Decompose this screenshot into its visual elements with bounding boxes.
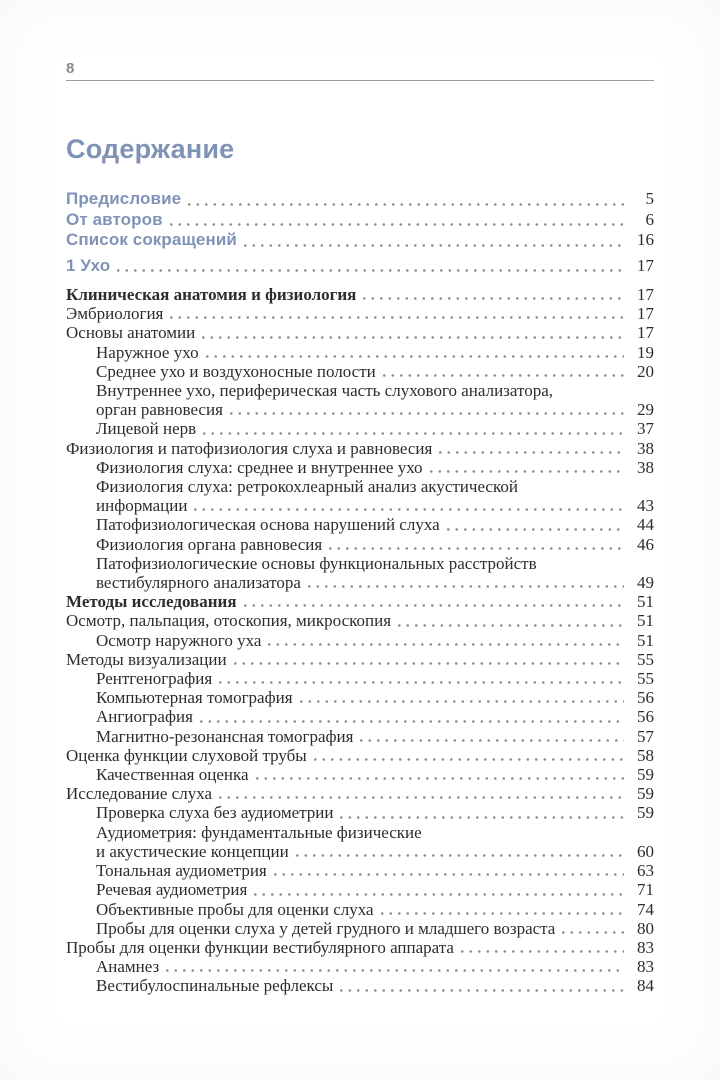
- toc-chapter-heading: [66, 256, 654, 277]
- toc-entry: [66, 323, 654, 342]
- toc-entry-label: Пробы для оценки функции вестибулярного аппарата: [66, 937, 454, 957]
- toc-entry: [66, 784, 654, 803]
- toc-entries: [66, 285, 654, 996]
- toc-entry-label: Исследование слуха: [66, 784, 213, 804]
- toc-entry: [66, 746, 654, 765]
- toc-entry-label: Физиология органа равновесия: [96, 534, 323, 554]
- toc-entry-label: От авторов: [66, 209, 163, 229]
- toc-entry-page: 17: [637, 323, 654, 343]
- dot-leader: [219, 796, 624, 799]
- dot-leader: [200, 720, 624, 723]
- toc-entry-page: 51: [637, 592, 654, 612]
- toc-entry: [66, 304, 654, 323]
- page-title: Содержание: [66, 134, 235, 164]
- toc-entry-label: Клиническая анатомия и физиология: [66, 285, 357, 304]
- toc-entry: [66, 765, 654, 784]
- toc-entry-label: Физиология слуха: среднее и внутреннее ухо: [96, 457, 423, 477]
- toc-entry: [66, 343, 654, 362]
- toc-entry-page: 55: [637, 669, 654, 689]
- dot-leader: [461, 950, 624, 953]
- toc-entry-continued: Физиология слуха: ретрокохлеарный анализ акустической: [96, 477, 518, 497]
- dot-leader: [202, 336, 624, 339]
- dot-leader: [194, 508, 624, 511]
- toc-entry: [66, 957, 654, 976]
- toc-entry-page: 20: [637, 361, 654, 381]
- dot-leader: [363, 297, 624, 300]
- toc-entry-label: и акустические концепции: [96, 841, 289, 861]
- toc-entry-label: Проверка слуха без аудиометрии: [96, 803, 334, 823]
- toc-entry: [66, 669, 654, 688]
- toc-entry-label: Компьютерная томография: [96, 688, 293, 708]
- toc-entry-label: Методы визуализации: [66, 649, 227, 669]
- toc-entry-page: 6: [645, 209, 654, 229]
- dot-leader: [398, 624, 624, 627]
- toc-entry: [66, 688, 654, 707]
- toc-entry-label: Методы исследования: [66, 592, 237, 612]
- dot-leader: [166, 969, 624, 972]
- toc-entry-label: Качественная оценка: [96, 765, 249, 785]
- toc-entry: [66, 515, 654, 534]
- dot-leader: [268, 643, 624, 646]
- toc-entry-page: 60: [637, 841, 654, 861]
- dot-leader: [340, 989, 624, 992]
- toc-entry: [66, 496, 654, 515]
- dot-leader: [296, 854, 624, 857]
- toc-entry-label: Ангиография: [96, 707, 193, 727]
- dot-leader: [117, 269, 624, 272]
- toc-entry-page: 63: [637, 861, 654, 881]
- toc-entry-page: 17: [637, 255, 654, 275]
- dot-leader: [340, 816, 624, 819]
- toc-entry-continued: Внутреннее ухо, периферическая часть слухового анализатора,: [96, 381, 553, 401]
- table-of-contents: [66, 189, 654, 996]
- toc-entry: [66, 631, 654, 650]
- toc-entry-page: 71: [637, 880, 654, 900]
- dot-leader: [430, 470, 624, 473]
- dot-leader: [234, 662, 624, 665]
- toc-entry-label: Список сокращений: [66, 230, 237, 249]
- toc-entry: [66, 938, 654, 957]
- toc-entry-page: 37: [637, 419, 654, 439]
- toc-entry: [66, 419, 654, 438]
- toc-entry-page: 51: [637, 611, 654, 631]
- dot-leader: [219, 681, 624, 684]
- toc-entry-page: 57: [637, 726, 654, 746]
- toc-entry-page: 83: [637, 957, 654, 977]
- toc-entry: [66, 439, 654, 458]
- toc-entry: [66, 573, 654, 592]
- toc-entry-label: Осмотр наружного уха: [96, 630, 262, 650]
- toc-entry-page: 84: [637, 976, 654, 996]
- dot-leader: [244, 604, 624, 607]
- toc-entry-label: 1 Ухо: [66, 255, 111, 275]
- toc-entry: [66, 861, 654, 880]
- toc-entry-page: 59: [637, 803, 654, 823]
- toc-entry-page: 43: [637, 496, 654, 516]
- toc-entry-page: 19: [637, 342, 654, 362]
- toc-entry-label: Речевая аудиометрия: [96, 880, 248, 900]
- header-rule: [66, 80, 654, 81]
- toc-entry-label: вестибулярного анализатора: [96, 573, 301, 593]
- toc-entry: [66, 230, 654, 251]
- toc-entry-label: Вестибулоспинальные рефлексы: [96, 976, 334, 996]
- toc-entry: [66, 611, 654, 630]
- toc-entry-page: 56: [637, 688, 654, 708]
- dot-leader: [439, 451, 624, 454]
- toc-entry: [66, 803, 654, 822]
- dot-leader: [206, 355, 624, 358]
- toc-entry-page: 56: [637, 707, 654, 727]
- toc-entry-page: 58: [637, 745, 654, 765]
- toc-entry: [66, 458, 654, 477]
- toc-entry-page: 83: [637, 937, 654, 957]
- dot-leader: [203, 432, 624, 435]
- toc-entry: [66, 592, 654, 611]
- toc-entry-label: Анамнез: [96, 957, 160, 977]
- toc-entry: [66, 900, 654, 919]
- dot-leader: [360, 739, 624, 742]
- dot-leader: [274, 873, 624, 876]
- toc-entry-page: 49: [637, 573, 654, 593]
- dot-leader: [329, 547, 624, 550]
- toc-entry-continued: Аудиометрия: фундаментальные физические: [96, 822, 422, 842]
- toc-entry-label: Тональная аудиометрия: [96, 861, 267, 881]
- toc-entry: [66, 285, 654, 304]
- toc-entry: [66, 400, 654, 419]
- toc-entry-page: 44: [637, 515, 654, 535]
- dot-leader: [256, 777, 624, 780]
- toc-entry: [66, 535, 654, 554]
- toc-entry-page: 59: [637, 765, 654, 785]
- toc-entry: [66, 362, 654, 381]
- dot-leader: [300, 700, 624, 703]
- toc-entry: [66, 210, 654, 231]
- toc-entry-label: Магнитно-резонансная томография: [96, 726, 354, 746]
- toc-entry-page: 55: [637, 649, 654, 669]
- toc-entry: [66, 256, 654, 277]
- toc-entry-continued: Патофизиологические основы функциональных расстройств: [96, 553, 537, 573]
- dot-leader: [188, 203, 624, 206]
- dot-leader: [244, 244, 624, 247]
- toc-entry-label: Наружное ухо: [96, 342, 199, 362]
- dot-leader: [170, 316, 624, 319]
- dot-leader: [308, 585, 624, 588]
- toc-entry-label: Среднее ухо и воздухоносные полости: [96, 361, 376, 381]
- toc-entry-label: информации: [96, 496, 188, 516]
- toc-entry-label: Оценка функции слуховой трубы: [66, 745, 307, 765]
- dot-leader: [254, 893, 624, 896]
- toc-entry: [66, 707, 654, 726]
- toc-entry-label: Объективные пробы для оценки слуха: [96, 899, 374, 919]
- toc-entry-page: 80: [637, 918, 654, 938]
- toc-entry-label: Основы анатомии: [66, 323, 196, 343]
- toc-entry-page: 51: [637, 630, 654, 650]
- toc-entry-label: Физиология и патофизиология слуха и равновесия: [66, 438, 433, 458]
- toc-entry: [66, 189, 654, 210]
- toc-entry-page: 74: [637, 899, 654, 919]
- toc-entry: [66, 727, 654, 746]
- toc-entry-page: 46: [637, 534, 654, 554]
- toc-entry: [66, 842, 654, 861]
- toc-entry-label: Осмотр, пальпация, отоскопия, микроскопия: [66, 611, 392, 631]
- dot-leader: [562, 931, 624, 934]
- page-number: 8: [66, 60, 75, 77]
- dot-leader: [314, 758, 624, 761]
- toc-entry-label: Лицевой нерв: [96, 419, 197, 439]
- dot-leader: [383, 374, 624, 377]
- toc-entry-page: 16: [637, 230, 654, 249]
- toc-entry-page: 29: [637, 400, 654, 420]
- toc-entry-label: Эмбриология: [66, 304, 164, 324]
- toc-entry-page: 38: [637, 438, 654, 458]
- dot-leader: [170, 223, 624, 226]
- toc-entry-label: Предисловие: [66, 189, 182, 208]
- toc-entry: [66, 919, 654, 938]
- toc-entry-page: 59: [637, 784, 654, 804]
- toc-entry-page: 5: [645, 189, 654, 208]
- toc-entry-label: орган равновесия: [96, 400, 223, 420]
- toc-front-matter: [66, 189, 654, 251]
- toc-entry-label: Рентгенография: [96, 669, 213, 689]
- toc-entry: [66, 976, 654, 995]
- dot-leader: [230, 412, 624, 415]
- toc-entry: [66, 650, 654, 669]
- toc-entry-label: Патофизиологическая основа нарушений слуха: [96, 515, 440, 535]
- dot-leader: [381, 912, 624, 915]
- toc-entry-page: 17: [637, 304, 654, 324]
- toc-entry-page: 17: [637, 285, 654, 304]
- toc-entry-page: 38: [637, 457, 654, 477]
- dot-leader: [447, 528, 624, 531]
- toc-entry: [66, 880, 654, 899]
- running-head: [66, 58, 654, 81]
- toc-entry-label: Пробы для оценки слуха у детей грудного и младшего возраста: [96, 918, 556, 938]
